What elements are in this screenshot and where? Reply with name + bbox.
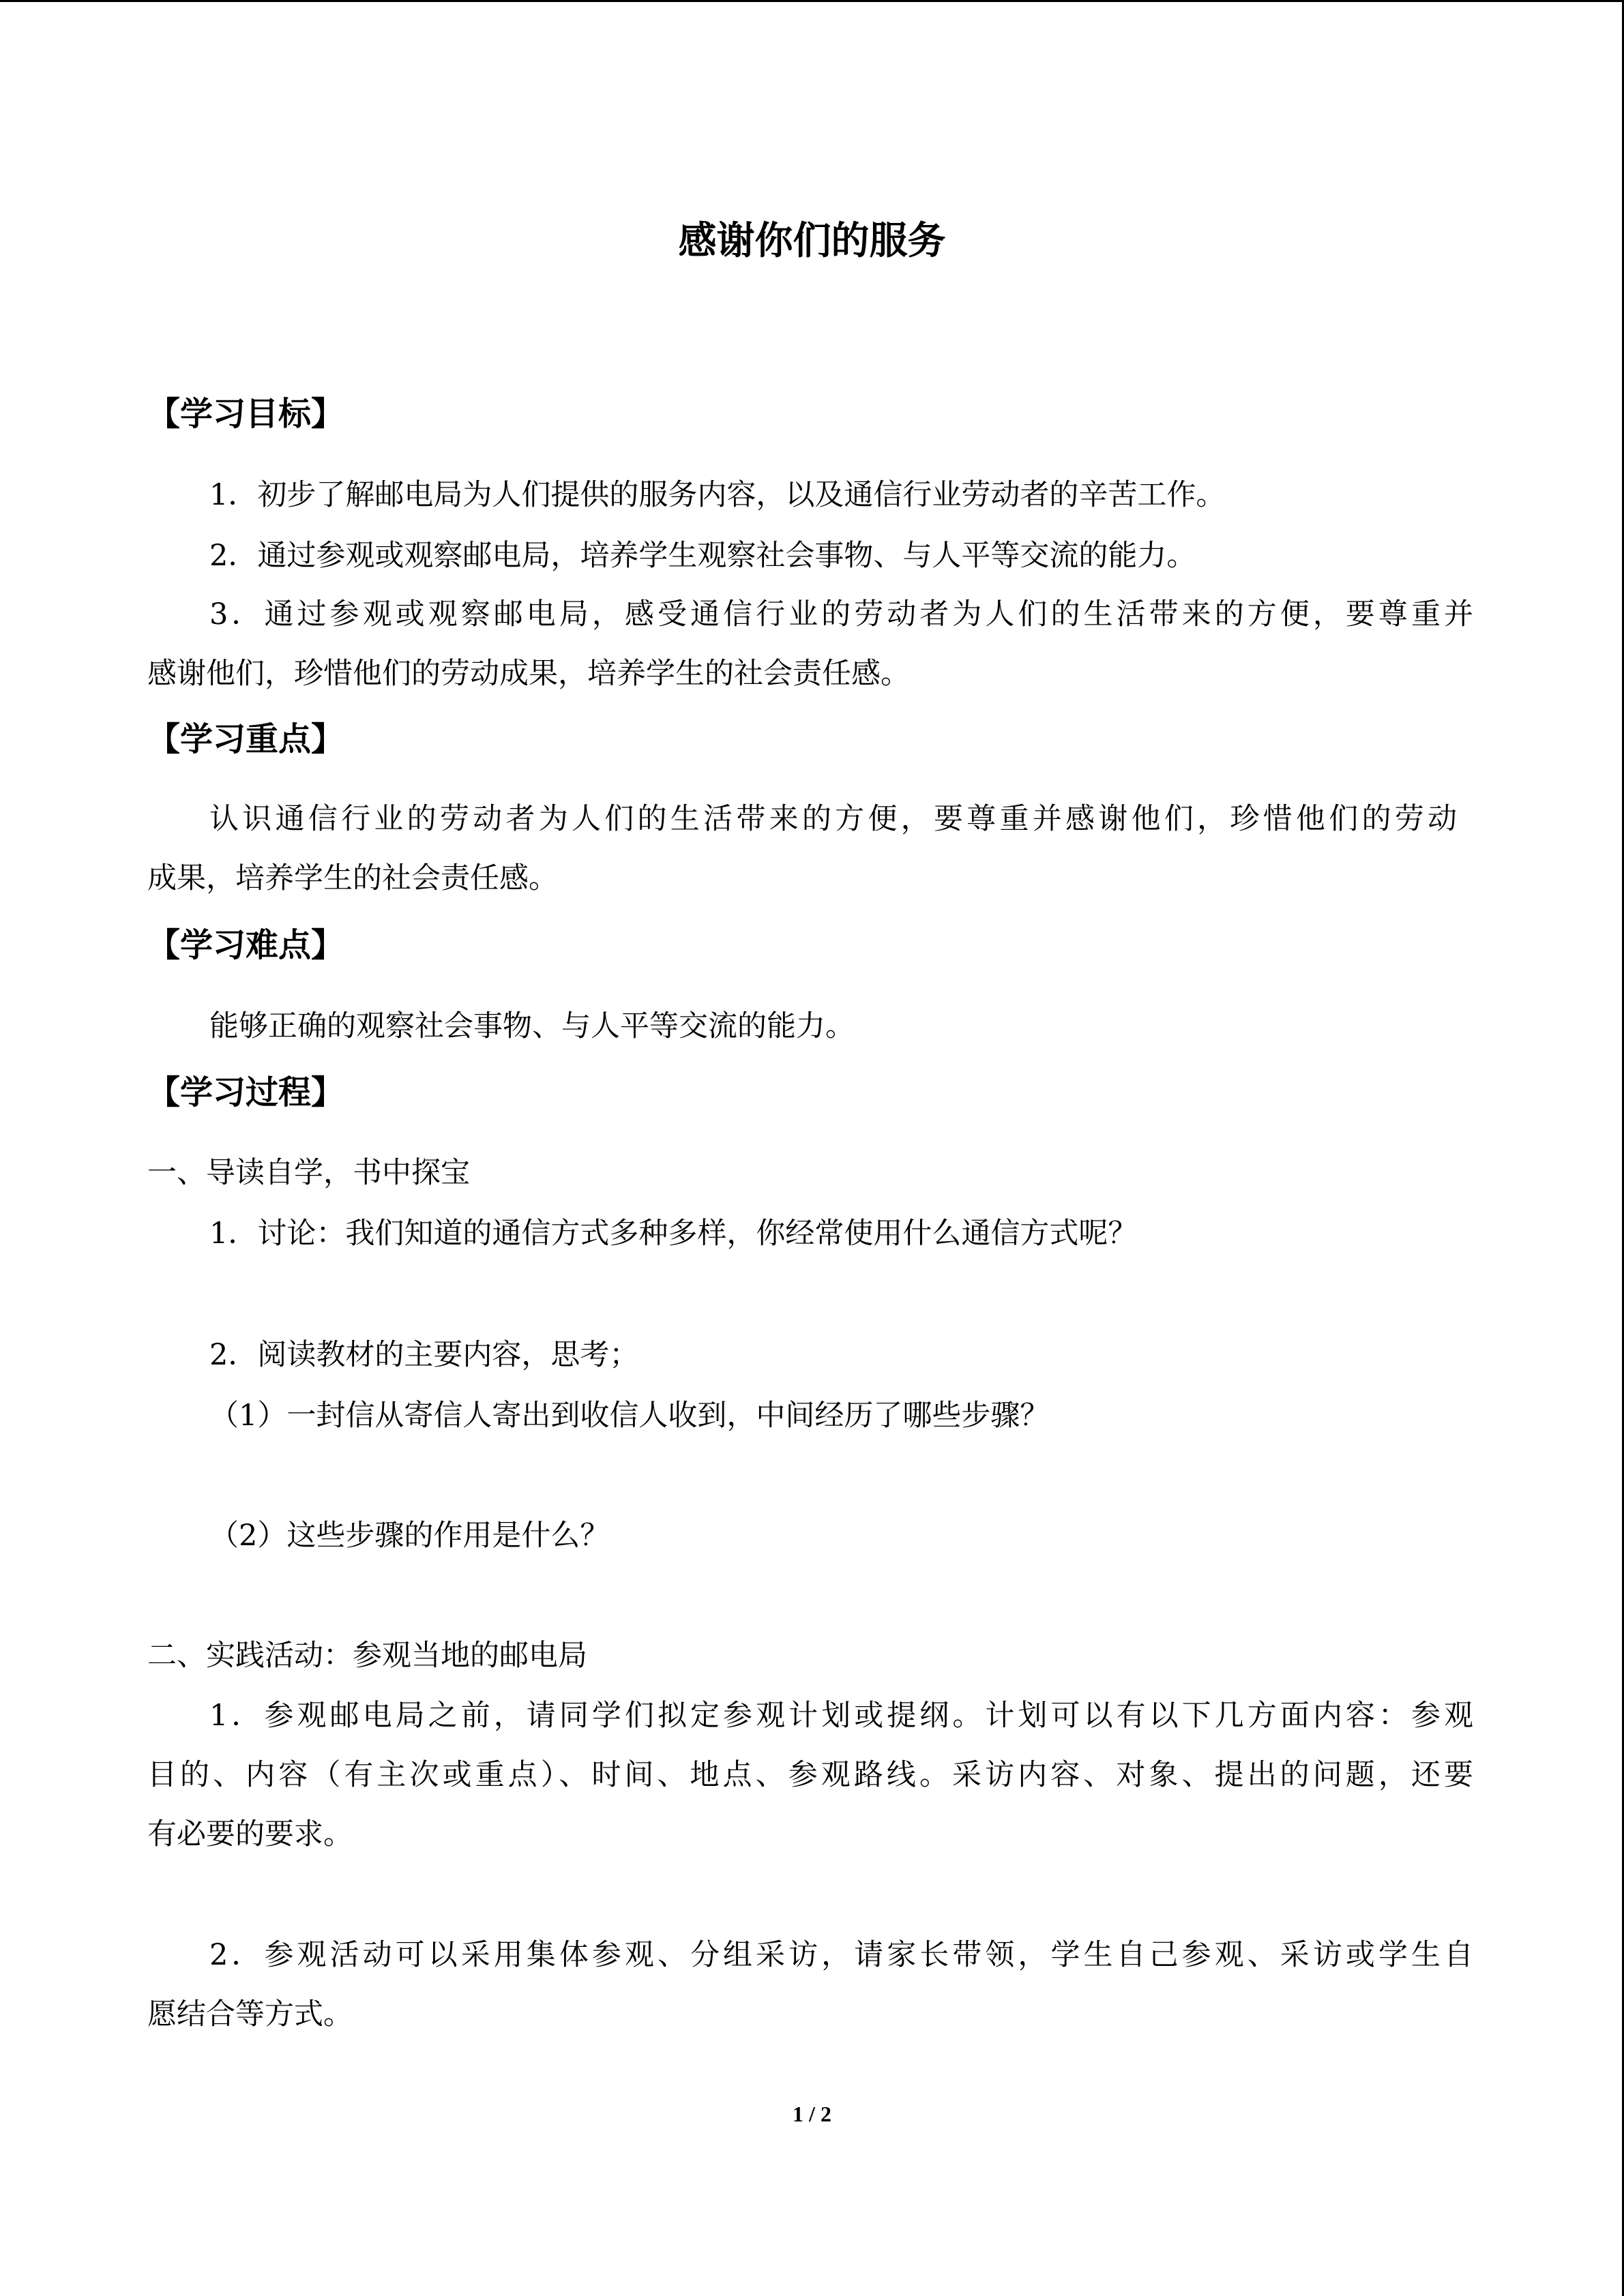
objective-item-3-line-2: 感谢他们，珍惜他们的劳动成果，培养学生的社会责任感。 [147, 657, 910, 691]
objective-item-2: 2．通过参观或观察邮电局，培养学生观察社会事物、与人平等交流的能力。 [209, 539, 1196, 573]
process-part-2-title: 二、实践活动：参观当地的邮电局 [147, 1639, 587, 1673]
section-heading-objectives: 【学习目标】 [147, 395, 344, 433]
process-part-1-question-2a: （1）一封信从寄信人寄出到收信人收到，中间经历了哪些步骤？ [209, 1399, 1050, 1433]
key-points-line-2: 成果，培养学生的社会责任感。 [147, 861, 558, 895]
process-part-2-item-2-line-2: 愿结合等方式。 [147, 1997, 353, 2031]
top-border-line [0, 0, 1624, 2]
document-title: 感谢你们的服务 [678, 219, 946, 263]
process-part-2-item-2-line-1: 2．参观活动可以采用集体参观、分组采访，请家长带领，学生自己参观、采访或学生自 [209, 1938, 1473, 1972]
section-heading-process: 【学习过程】 [147, 1073, 344, 1112]
key-points-line-1: 认识通信行业的劳动者为人们的生活带来的方便，要尊重并感谢他们，珍惜他们的劳动 [209, 802, 1457, 836]
page-number: 1 / 2 [793, 2102, 831, 2126]
process-part-1-question-2: 2．阅读教材的主要内容，思考； [209, 1338, 639, 1372]
objective-item-3-line-1: 3．通过参观或观察邮电局，感受通信行业的劳动者为人们的生活带来的方便，要尊重并 [209, 597, 1473, 631]
process-part-1-question-1: 1．讨论：我们知道的通信方式多种多样，你经常使用什么通信方式呢？ [209, 1217, 1138, 1251]
objective-item-1: 1．初步了解邮电局为人们提供的服务内容，以及通信行业劳动者的辛苦工作。 [209, 478, 1226, 512]
difficulties-line-1: 能够正确的观察社会事物、与人平等交流的能力。 [209, 1009, 855, 1043]
process-part-2-item-1-line-1: 1．参观邮电局之前，请同学们拟定参观计划或提纲。计划可以有以下几方面内容：参观 [209, 1699, 1473, 1733]
section-heading-difficulties: 【学习难点】 [147, 926, 344, 964]
process-part-2-item-1-line-2: 目的、内容（有主次或重点）、时间、地点、参观路线。采访内容、对象、提出的问题，还要 [147, 1758, 1473, 1792]
process-part-1-title: 一、导读自学，书中探宝 [147, 1156, 470, 1190]
section-heading-key-points: 【学习重点】 [147, 720, 344, 758]
process-part-2-item-1-line-3: 有必要的要求。 [147, 1817, 353, 1851]
process-part-1-question-2b: （2）这些步骤的作用是什么？ [209, 1519, 610, 1553]
